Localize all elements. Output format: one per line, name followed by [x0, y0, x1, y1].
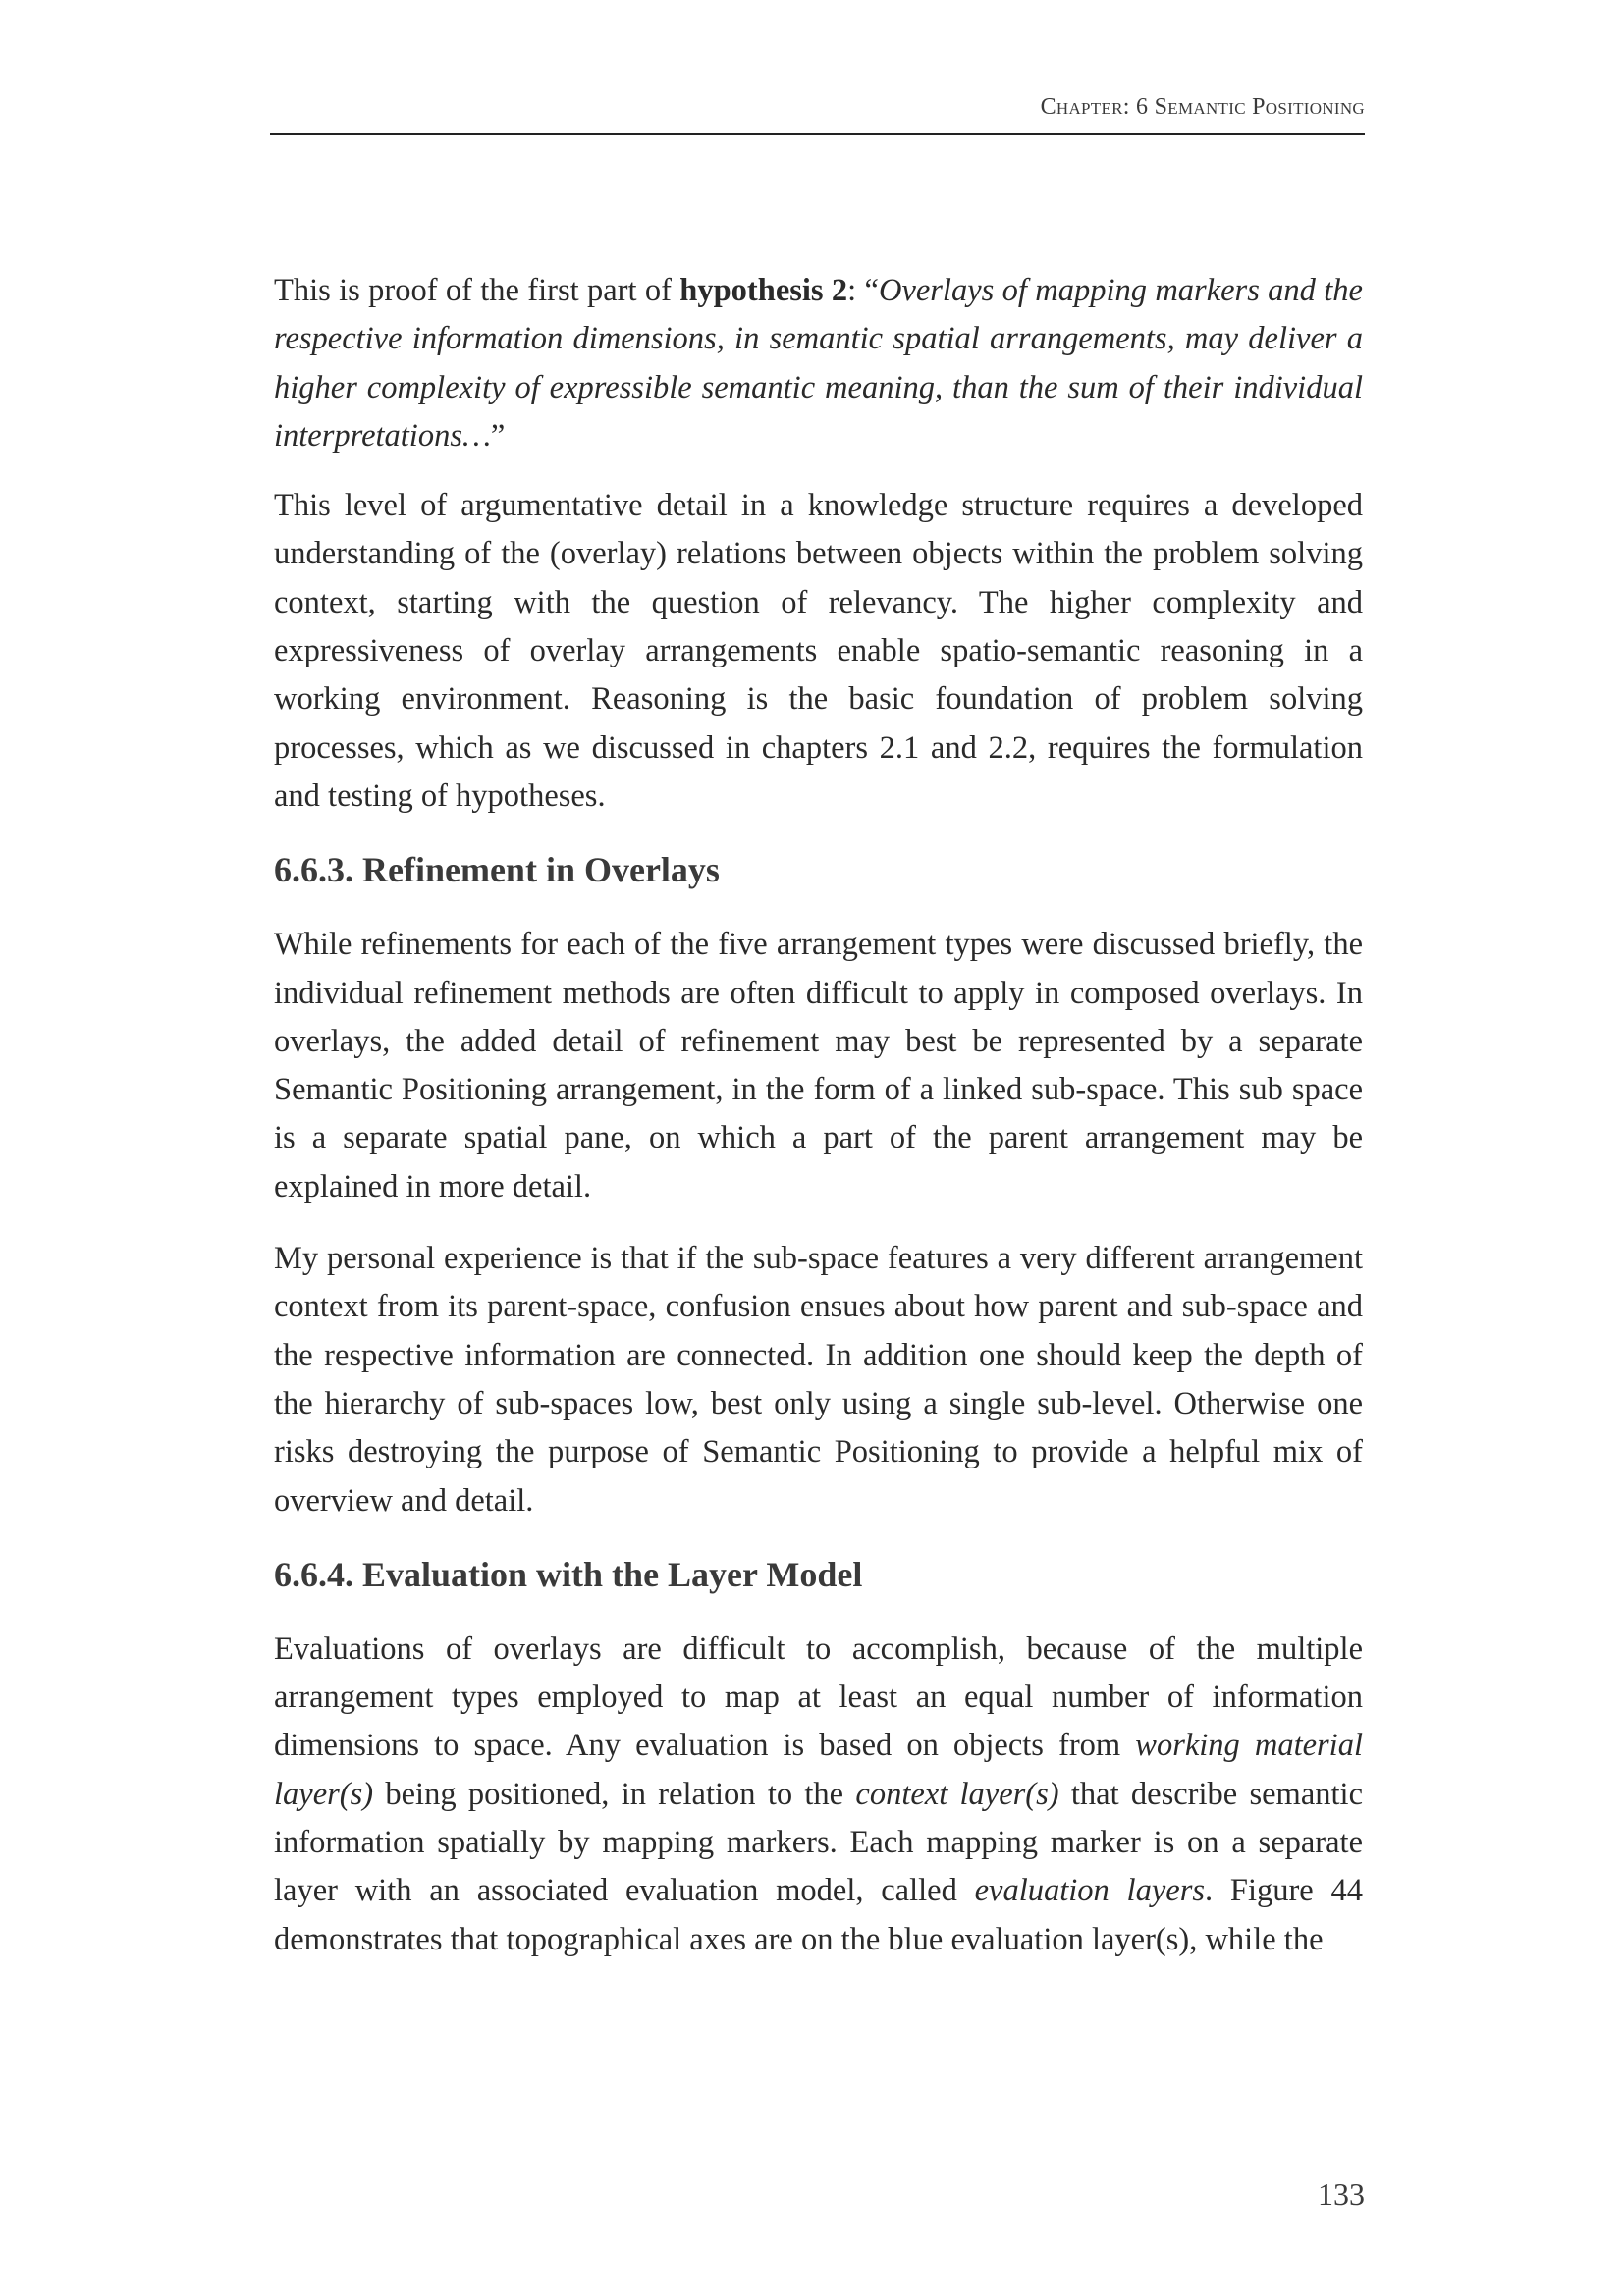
evaluation-term-context-layer: context layer(s): [855, 1776, 1059, 1812]
running-header: Chapter: 6 Semantic Positioning: [1040, 94, 1365, 120]
header-rule: [270, 133, 1365, 135]
evaluation-text-b: being positioned, in relation to the: [373, 1776, 856, 1812]
paragraph-refinement: While refinements for each of the five arrangement types were discussed briefly, the individual refinement methods are often difficult to apply in composed overlays. In overlays, the added detail of refinement may best be represented by a separate Semantic Positioning arrangement, in the form of a linked sub-space. This sub space is a separate spatial pane, on which a part of the parent arrangement may be explained in more detail.: [274, 927, 1363, 1204]
evaluation-text-d: . Figure 44 demonstrates that topographical axes are on the blue evaluation layer(s), while the: [274, 1873, 1363, 1957]
evaluation-text-c: that describe semantic information spatially by mapping markers. Each mapping marker is on a separate layer with an associated evaluation model, called: [274, 1776, 1363, 1909]
section-heading-evaluation: 6.6.4. Evaluation with the Layer Model: [274, 1554, 863, 1594]
paragraph-evaluation: [274, 1626, 1363, 1964]
evaluation-text-a: Evaluations of overlays are difficult to accomplish, because of the multiple arrangement types employed to map at least an equal number of information dimensions to space. Any evaluation is based on objects from: [274, 1630, 1363, 1764]
hypothesis-open-quote: : “: [847, 273, 879, 308]
paragraph-personal-experience: My personal experience is that if the sub-space features a very different arrangement context from its parent-space, confusion ensues about how parent and sub-space and the respective information are connected. In addition one should keep the depth of the hierarchy of sub-spaces low, best only using a single sub-level. Otherwise one risks destroying the purpose of Semantic Positioning to provide a helpful mix of overview and detail.: [274, 1241, 1363, 1519]
evaluation-term-evaluation-layers: evaluation layers: [974, 1873, 1205, 1909]
hypothesis-close-quote: ”: [490, 417, 506, 454]
hypothesis-quote: Overlays of mapping markers and the respective information dimensions, in semantic spatial arrangements, may deliver a higher complexity of expressible semantic meaning, than the sum of their individual interpretations…: [274, 273, 1363, 454]
page-number: 133: [1318, 2176, 1365, 2212]
evaluation-term-working-material: working material layer(s): [274, 1728, 1363, 1812]
hypothesis-intro: This is proof of the first part of: [274, 273, 680, 308]
section-heading-refinement: 6.6.3. Refinement in Overlays: [274, 850, 720, 890]
hypothesis-label: hypothesis 2: [679, 273, 848, 308]
page-body: [274, 267, 1363, 1988]
paragraph-hypothesis: [274, 267, 1363, 460]
paragraph-argumentative-detail: This level of argumentative detail in a knowledge structure requires a developed understanding of the (overlay) relations between objects within the problem solving context, starting with the question of relevancy. The higher complexity and expressiveness of overlay arrangements enable spatio-semantic reasoning in a working environment. Reasoning is the basic foundation of problem solving processes, which as we discussed in chapters 2.1 and 2.2, requires the formulation and testing of hypotheses.: [274, 488, 1363, 814]
